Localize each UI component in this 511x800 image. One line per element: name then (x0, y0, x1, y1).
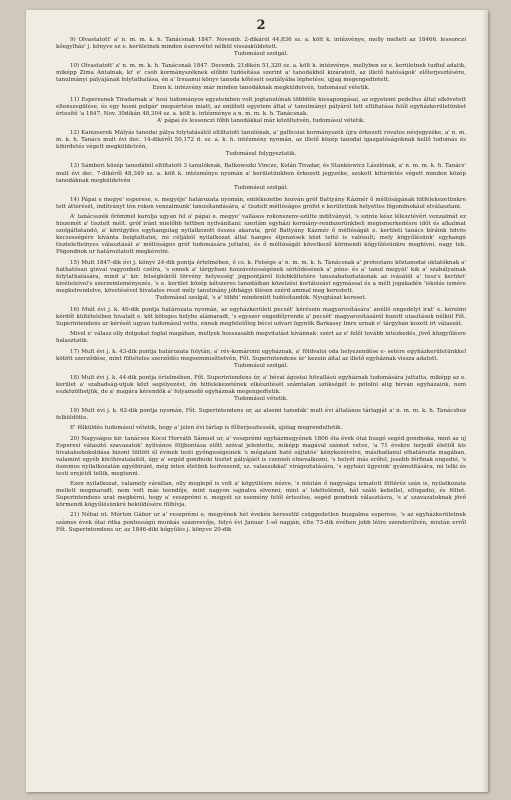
entry-resolution: Tudomásul folygyeztatik. (225, 151, 297, 158)
entry-resolution: Tudomásul vétetik. (234, 396, 288, 403)
entry-resolution: Tudomásul szolgál. (234, 184, 288, 191)
entry-paragraph: 21) Néhai nt. Mórton Gábor ur a' veszprémi e. megyének hét évekén keresztül csüggedetlen buzgalmu esperese, 's az egyházkerületnek számos évek ótai ritka pontosságú munkás számvevője, folyó évi Januar 1-ső napján, élte 73-dik évében jobb létre szenderűlvén, miután erről Főt. Superintendens ur, az 1846-diki kőgyűlés j. könyve 20-dik (56, 512, 466, 533)
document-page (26, 10, 488, 792)
entry-resolution: Tudomásul szolgál. (234, 51, 288, 58)
entry-paragraph: E' főlküldés tudomásul vétetik, hogy a' jelen évi tárlap is főlterjesztessék, ujolag megrendeltetik. (70, 425, 343, 432)
entry-paragraph: 15) Mult 1847-dik évi j. könyv 24-dik pontja értelmében, ő cs. k. Felsége a' n. m. m. k. h. Tanácsnak a' protestans köztanodai oktatóknak a' hathatósan ginvai vagyonbeli czélra, 's ennek a' tárgybani hozzávetességének sértődésének a' pénz- és a' tanul megyát' kik a' szabályainak folytathatására, mind a' kir. felséglekről törvény helyesség' jogpontjáról folebkültetére tanszabatoztatásnak az ivásától a' tesz's kerület' kivételeivel's szerzemleményezés, 's e. kerület közép kétszeres tanodáiban közelzési korlátozást egymással és a mélt jogakadén 'iskolás ismére megkelrendelve, követésével hivatalos részt mély tanulmány jóbbágyi ülésen ezérd ammal meg kerestett. (56, 259, 466, 294)
entry-paragraph: 14) Pápai e megye' esperese, e. megyéje' határozata nyomán, emlékezetbe hozván gróf Battyány Kázmér ő méltóságának hitfelekezetünkre tett áttérését, indítványt tón rokon venzalmunk' tanusítandására, a' tisztelt méltóságos grófot e kerületünk helyettes fögondnokául elválasztani. (56, 196, 466, 210)
entry-resolution: Ezen k. intézvény már minden tanodáknak megküldetvén, tudomásul vétetik. (152, 84, 370, 91)
entry-paragraph: Mivel e' válasz olly dolgokat foglal magában, mellyek hosszasabb megvitatást kívánnak: szért az e' felől tovább intézkedés, jövő közgyűlésre halasztatik. (56, 331, 466, 345)
entry-paragraph: 19) Mult évi j. k. 62-dik pontja nyomán, Főt. Superintendens ur, az alsemi tanodák' mult évi általános tárlapját a' n. m. m. k. h. Tanácshoz felküldötte. (56, 408, 466, 422)
entry-paragraph: 13) Sámberi közép tanodából eltiltatott 3 tanulóknak, Batkowszki Vincze, Kolán Tivadar, és Stankiewicz Lászlónak, a' n. m. m. k. h. Tanács' mult évi dec. 7-dikéről 48,349 sz. a. költ k. intézménye nyomán a' kerületünkben érkezett jegyzéke, szokott kihirdetés végett minden közép tanodáknak megküldetvén (56, 163, 466, 184)
entry-paragraph: 17) Mult évi j. k. 43-dik pontja határozata folytán, a' rév-komáromi egyháznak, a' földvaloi oda helyezendése e- setére egyházkerületünkkel kötött szerződése, mint föltételes szerződés megsemmisíttetvén, Főt. Superintendens úr' kezein által az illető egyháznak vissza adatott. (56, 348, 466, 362)
entry-paragraph: A' tanácsszék őrömmel karolja ugyan fel a' pápai e. megye' vallásos rokonszenv-szülte indítványát, 's szinte kész lélesztévéri venzalmát ez hiszemét a' tisztelt mélt. gróf iránt mielőbb tettben nyilvánítani: szerlám egyházi kormány-rendszerünkbeli megismerkedésre időt és alkalmat szolgáltatandó, a' körügyiles egyhangulag nyilatkozott összes akarata, gróf Battyány Kázmér ő méltóságát e. kerületi tanács bíráink üdvös kecsességére kívánta beigtattatni, mi céljából nyilatkozat által hangos éljenzések közt tetté is valósult; mely kögyűlésünk' egyhangú tisztelettelnyes választását a' méltóságos gróf tudomására juttatni, és ő méltóságát következő körmendi kőgyűlésünkre meghívni, nagy tek. Fögondnok ur határoztatott megkéretni. (56, 213, 466, 256)
entry-paragraph: 16) Mult évi j. k. 40-dik pontja határozata nyomán, az egyházkerületi pecsét' kérésein magyarosítására' anélló engedélyt irat' e. kérelmi kérdőt kültételében hivatalt e. köt köteges helybe alámaradt, 's egyszer engedélyrende a' pecsét' magyarosításáról hozott utasítások nélkül Főt. Superintendens ur kérését ugyan tudomásul vette, ennek megfelelőleg bécsi udvari ügynök Barkassy Imre urnak e' tárgyban kozott irt válaszát. (56, 307, 466, 328)
entry-paragraph: 10) Olvastatott' a' n. m. m. k. h. Tanácsnak 1847. Decemb. 21dikén 51,320 sz. a. költ k. intézvénye, mellyben ez e. kerületnek tudtul adatik, miképp Zima Antalnak, ki' e' csoh kormányszéknek előbbi tudósítása szerint a' tanodákból kizáratott, az illető hatóságok' előterjesztésére, tanulmányi pályájának folytathatása, én a' Irsuanui könyv tanoda kőtéseit osztályába léphetése, ujjag megengedtetett. (56, 63, 466, 84)
entry-resolution: A' pápai és lessonczi főbb tanodákkal már közöltetvén, tudomásul vétetik. (156, 117, 366, 124)
entry-paragraph: 11) Esperesnek Tiradarnak a' hosi tudományos egyetemben volt jogtanulónak többféle kiesapongásai, az egyetemi pedellus által elkövetett ellenszegülése, és egy hosni polgár' megsértése miatt, az említett egyetem által a' tanulmányi pályáról lett eltiltatása felől egyházkerületünket értesítő 'a 1847. Nov. 30dikán 48,304 sz. a. költ k. intézménye a n. m. m. k. h. Tanácsnak. (56, 96, 466, 117)
entry-paragraph: 9) Olvastatott' a' n. m. m. k. h. Tanácsnak 1847. Novemb. 2-dikáról 44,836 sz. a. költ k. intézvénye, melly mellett az 18466. lessonczi kőegylház' j. könyve ez e. kerületnek minden észrevétel nélkül visszaküldetett. (56, 37, 466, 51)
entry-paragraph: 12) Kanizserek Mályás tanodai pálya folytatásától eltiltatott tanulónak, a' gallicsiai kormányszék újra érkezett rovatos névjegyzéke, a' n. m. m. k. h. Tanács mult évi dec. 14-dikéről 50,172 d. sz. a. k. h. intézmény nyomán, az illető közép tanodai igazgatóságoknak kellő tudomás és kihirdetés végett megküldetvén, (56, 130, 466, 151)
entry-paragraph: 20) Nagyságos kir. tanácsos Kocsi Horváth Sámuel ur, a' veszprémi egyházmegyének 1806 óta évek ótai buzgó segéd gondnoka, mint az uj Esperesi választó szavazatok' nyilvános följbontása előtt szóval jelentette, miképp magával számot vetve, 'a 71 évekre terjedő élettől kis hivatalosbokoldása bizont töltött él évinek testi győngeségeinek 's mégatani ható sújtatós' kénykezérelve, másihatlanul elhatározta magában, valamint egyéb köcihivatalaitól, úgy a' segéd gondnoki tisztet pályájáét is czennói elnevalkozni, 's helyét más erőfel, jesebb férfinak engedni, 's öszemos nyilatkozatán egyébiránt, még inten életünk kedvesend, sz. valaszokkal' virágoztatására, 's egyházi ügyeink' gyámolitására, mi lelki és testi erejétől tellik, megtenni. (56, 435, 466, 477)
page-content (56, 18, 466, 537)
entries-list (56, 37, 466, 534)
entry-resolution: Tudomásul szolgál. (234, 362, 288, 369)
entry-resolution: Tudomásul szolgál, 's a' többi' mindenütt tudósítandók. Nyugtázat kereset. (155, 295, 367, 301)
entry-paragraph: Ezen nyilatkozat, valamely váratlan, olly meglepő is volt a' kögyülésre nézve, 's miután ő nagysága izmatott föltéréz szán is, nyilatkozata mellett megmaradt, nem volt más teendője, mint nagyon sajnalva elvenni, mint a' lekötelémét, hát száló kebellel, elfogadni, és föltet. Superintendens urat megkérni, hogy a' veszprémi e. megyét ez esemény felől értesítse, segéd gondnok választásra, 's a' szavazatoknak jövő körmendi kögyűlésünkré beküldésére fölhívja. (56, 481, 466, 509)
entry-paragraph: 18) Mult évi j. k. 44-dik pontja értelmében, Főt. Superintendens úr, a' bévai ágostai hitvallású egyháznak tudomására juttatta, miképp az e. kerület a' szabadság-utjuk közt segélyezést, ön hitfelekezetének elkészítését számtalan szükségét is pótolni alig bírván egyházaink, nem eszközölhetjük, de a' magára kérendők a' folyamodó egyháznak megengedtetik. (56, 374, 466, 396)
page-number: 2 (256, 18, 266, 33)
